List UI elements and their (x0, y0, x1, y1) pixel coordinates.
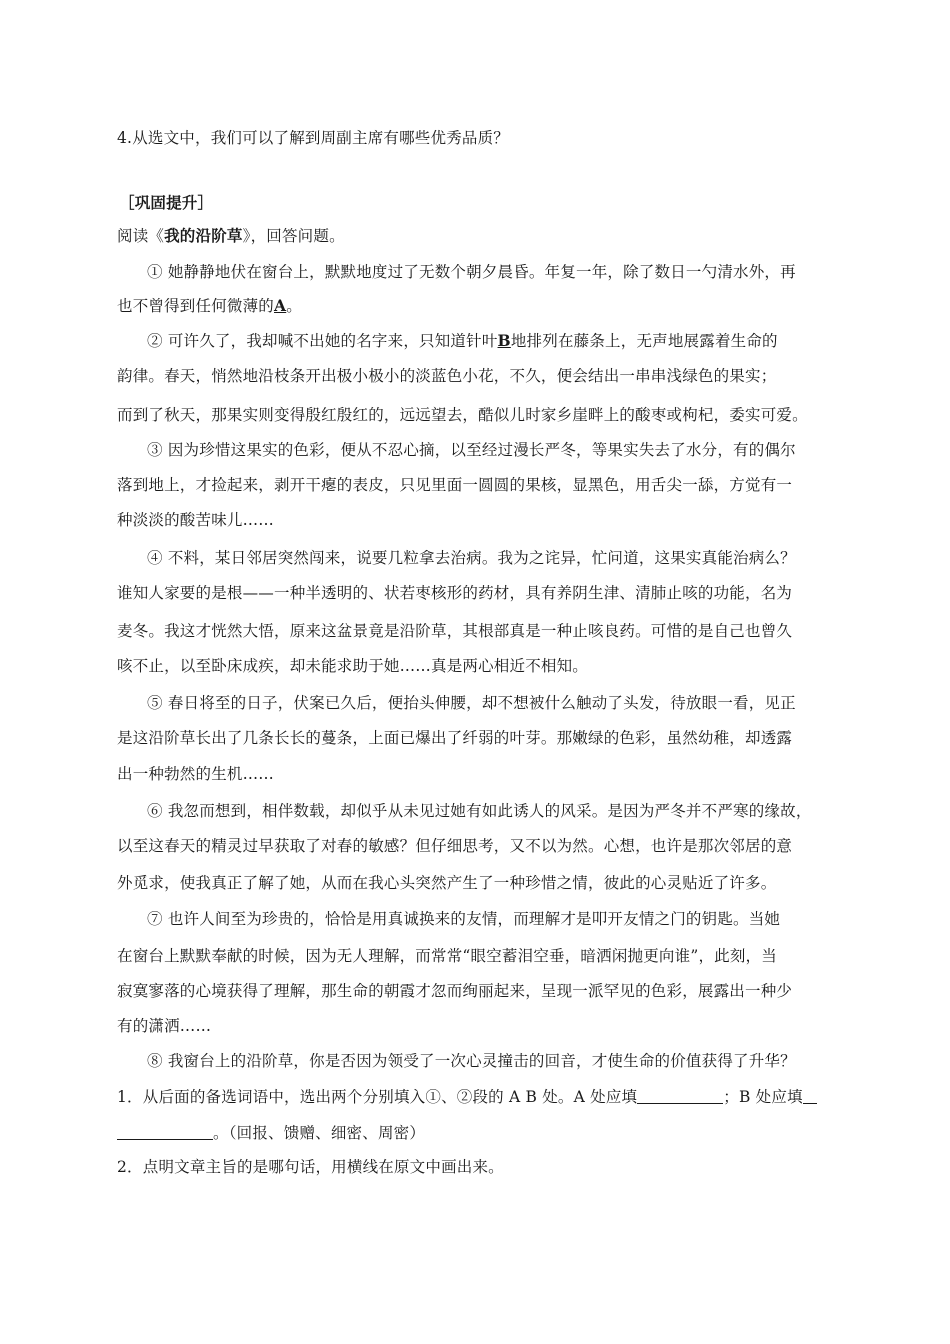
paragraph-7-line-2: 在窗台上默默奉献的时候，因为无人理解，而常常“眼空蓄泪空垂，暗洒闲抛更向谁”，此刻，当 (117, 947, 777, 965)
paragraph-2-line-1 (147, 331, 778, 351)
question-1-line-1 (117, 1087, 817, 1107)
paragraph-2-line-3: 而到了秋天，那果实则变得殷红殷红的，远远望去，酷似儿时家乡崖畔上的酸枣或枸杞，委实可爱。 (117, 406, 808, 424)
paragraph-7-line-1: ⑦ 也许人间至为珍贵的，恰恰是用真诚换来的友情，而理解才是叩开友情之门的钥匙。当她 (147, 910, 781, 928)
intro-suffix: 》，回答问题。 (242, 227, 345, 245)
paragraph-1-line-1: ① 她静静地伏在窗台上，默默地度过了无数个朝夕晨昏。年复一年，除了数日一勺清水外，再 (147, 263, 796, 281)
paragraph-3-line-1: ③ 因为珍惜这果实的色彩，便从不忍心摘，以至经过漫长严冬，等果实失去了水分，有的偶尔 (147, 441, 796, 459)
paragraph-5-line-1: ⑤ 春日将至的日子，伏案已久后，便抬头伸腰，却不想被什么触动了头发，待放眼一看，见正 (147, 694, 796, 712)
p1-text: 也不曾得到任何微薄的 (117, 297, 275, 315)
paragraph-5-line-2: 是这沿阶草长出了几条长长的蔓条，上面已爆出了纤弱的叶芽。那嫩绿的色彩，虽然幼稚，却透露 (117, 729, 793, 747)
article-title: 我的沿阶草 (164, 226, 243, 245)
paragraph-4-line-2: 谁知人家要的是根——一种半透明的、状若枣核形的药材，具有养阴生津、清肺止咳的功能，名为 (117, 584, 793, 602)
paragraph-2-line-2: 韵律。春天，悄然地沿枝条开出极小极小的淡蓝色小花，不久，便会结出一串串浅绿色的果实； (117, 367, 777, 385)
q1-text-b: ；B 处应填 (723, 1088, 803, 1106)
paragraph-7-line-3: 寂寞寥落的心境获得了理解，那生命的朝霞才忽而绚丽起来，呈现一派罕见的色彩，展露出一种少 (117, 982, 793, 1000)
paragraph-4-line-3: 麦冬。我这才恍然大悟，原来这盆景竟是沿阶草，其根部真是一种止咳良药。可惜的是自己也曾久 (117, 622, 793, 640)
question-2: 2．点明文章主旨的是哪句话，用横线在原文中画出来。 (117, 1158, 504, 1176)
section-title: ［巩固提升］ (119, 193, 214, 212)
paragraph-8-line-1: ⑧ 我窗台上的沿阶草，你是否因为领受了一次心灵撞击的回音，才使生命的价值获得了升华？ (147, 1052, 796, 1070)
blank-marker-a: A (274, 296, 287, 315)
answer-blank-b[interactable] (117, 1125, 213, 1140)
intro-prefix: 阅读《 (117, 227, 165, 245)
question-4: 4.从选文中，我们可以了解到周副主席有哪些优秀品质？ (117, 129, 509, 147)
q1-options: 。（回报、馈赠、细密、周密） (213, 1124, 426, 1142)
paragraph-6-line-1: ⑥ 我忽而想到，相伴数载，却似乎从未见过她有如此诱人的风采。是因为严冬并不严寒的缘故， (147, 802, 812, 820)
paragraph-7-line-4: 有的潇洒…… (117, 1017, 212, 1035)
question-1-line-2 (117, 1123, 425, 1143)
paragraph-4-line-1: ④ 不料，某日邻居突然闯来，说要几粒拿去治病。我为之诧异，忙问道，这果实真能治病么？ (147, 549, 796, 567)
p2-text-a: ② 可许久了，我却喊不出她的名字来，只知道针叶 (147, 332, 498, 350)
p1-end: 。 (286, 297, 302, 315)
paragraph-3-line-3: 种淡淡的酸苦味儿…… (117, 511, 275, 529)
blank-marker-b: B (497, 331, 511, 350)
reading-intro (117, 226, 345, 246)
paragraph-5-line-3: 出一种勃然的生机…… (117, 765, 275, 783)
q1-text: 1．从后面的备选词语中，选出两个分别填入①、②段的 A B 处。A 处应填 (117, 1088, 638, 1106)
answer-blank-a[interactable] (637, 1089, 723, 1104)
paragraph-4-line-4: 咳不止，以至卧床成疾，却未能求助于她……真是两心相近不相知。 (117, 657, 589, 675)
paragraph-6-line-3: 外觅求，使我真正了解了她，从而在我心头突然产生了一种珍惜之情，彼此的心灵贴近了许多。 (117, 874, 777, 892)
paragraph-3-line-2: 落到地上，才捡起来，剥开干瘪的表皮，只见里面一圆圆的果核，显黑色，用舌尖一舔，方觉有一 (117, 476, 793, 494)
paragraph-6-line-2: 以至这春天的精灵过早获取了对春的敏感？但仔细思考，又不以为然。心想，也许是那次邻居的意 (117, 837, 793, 855)
p2-text-b: 地排列在藤条上，无声地展露着生命的 (510, 332, 778, 350)
answer-blank-b-start[interactable] (803, 1089, 817, 1104)
paragraph-1-line-2 (117, 296, 302, 316)
